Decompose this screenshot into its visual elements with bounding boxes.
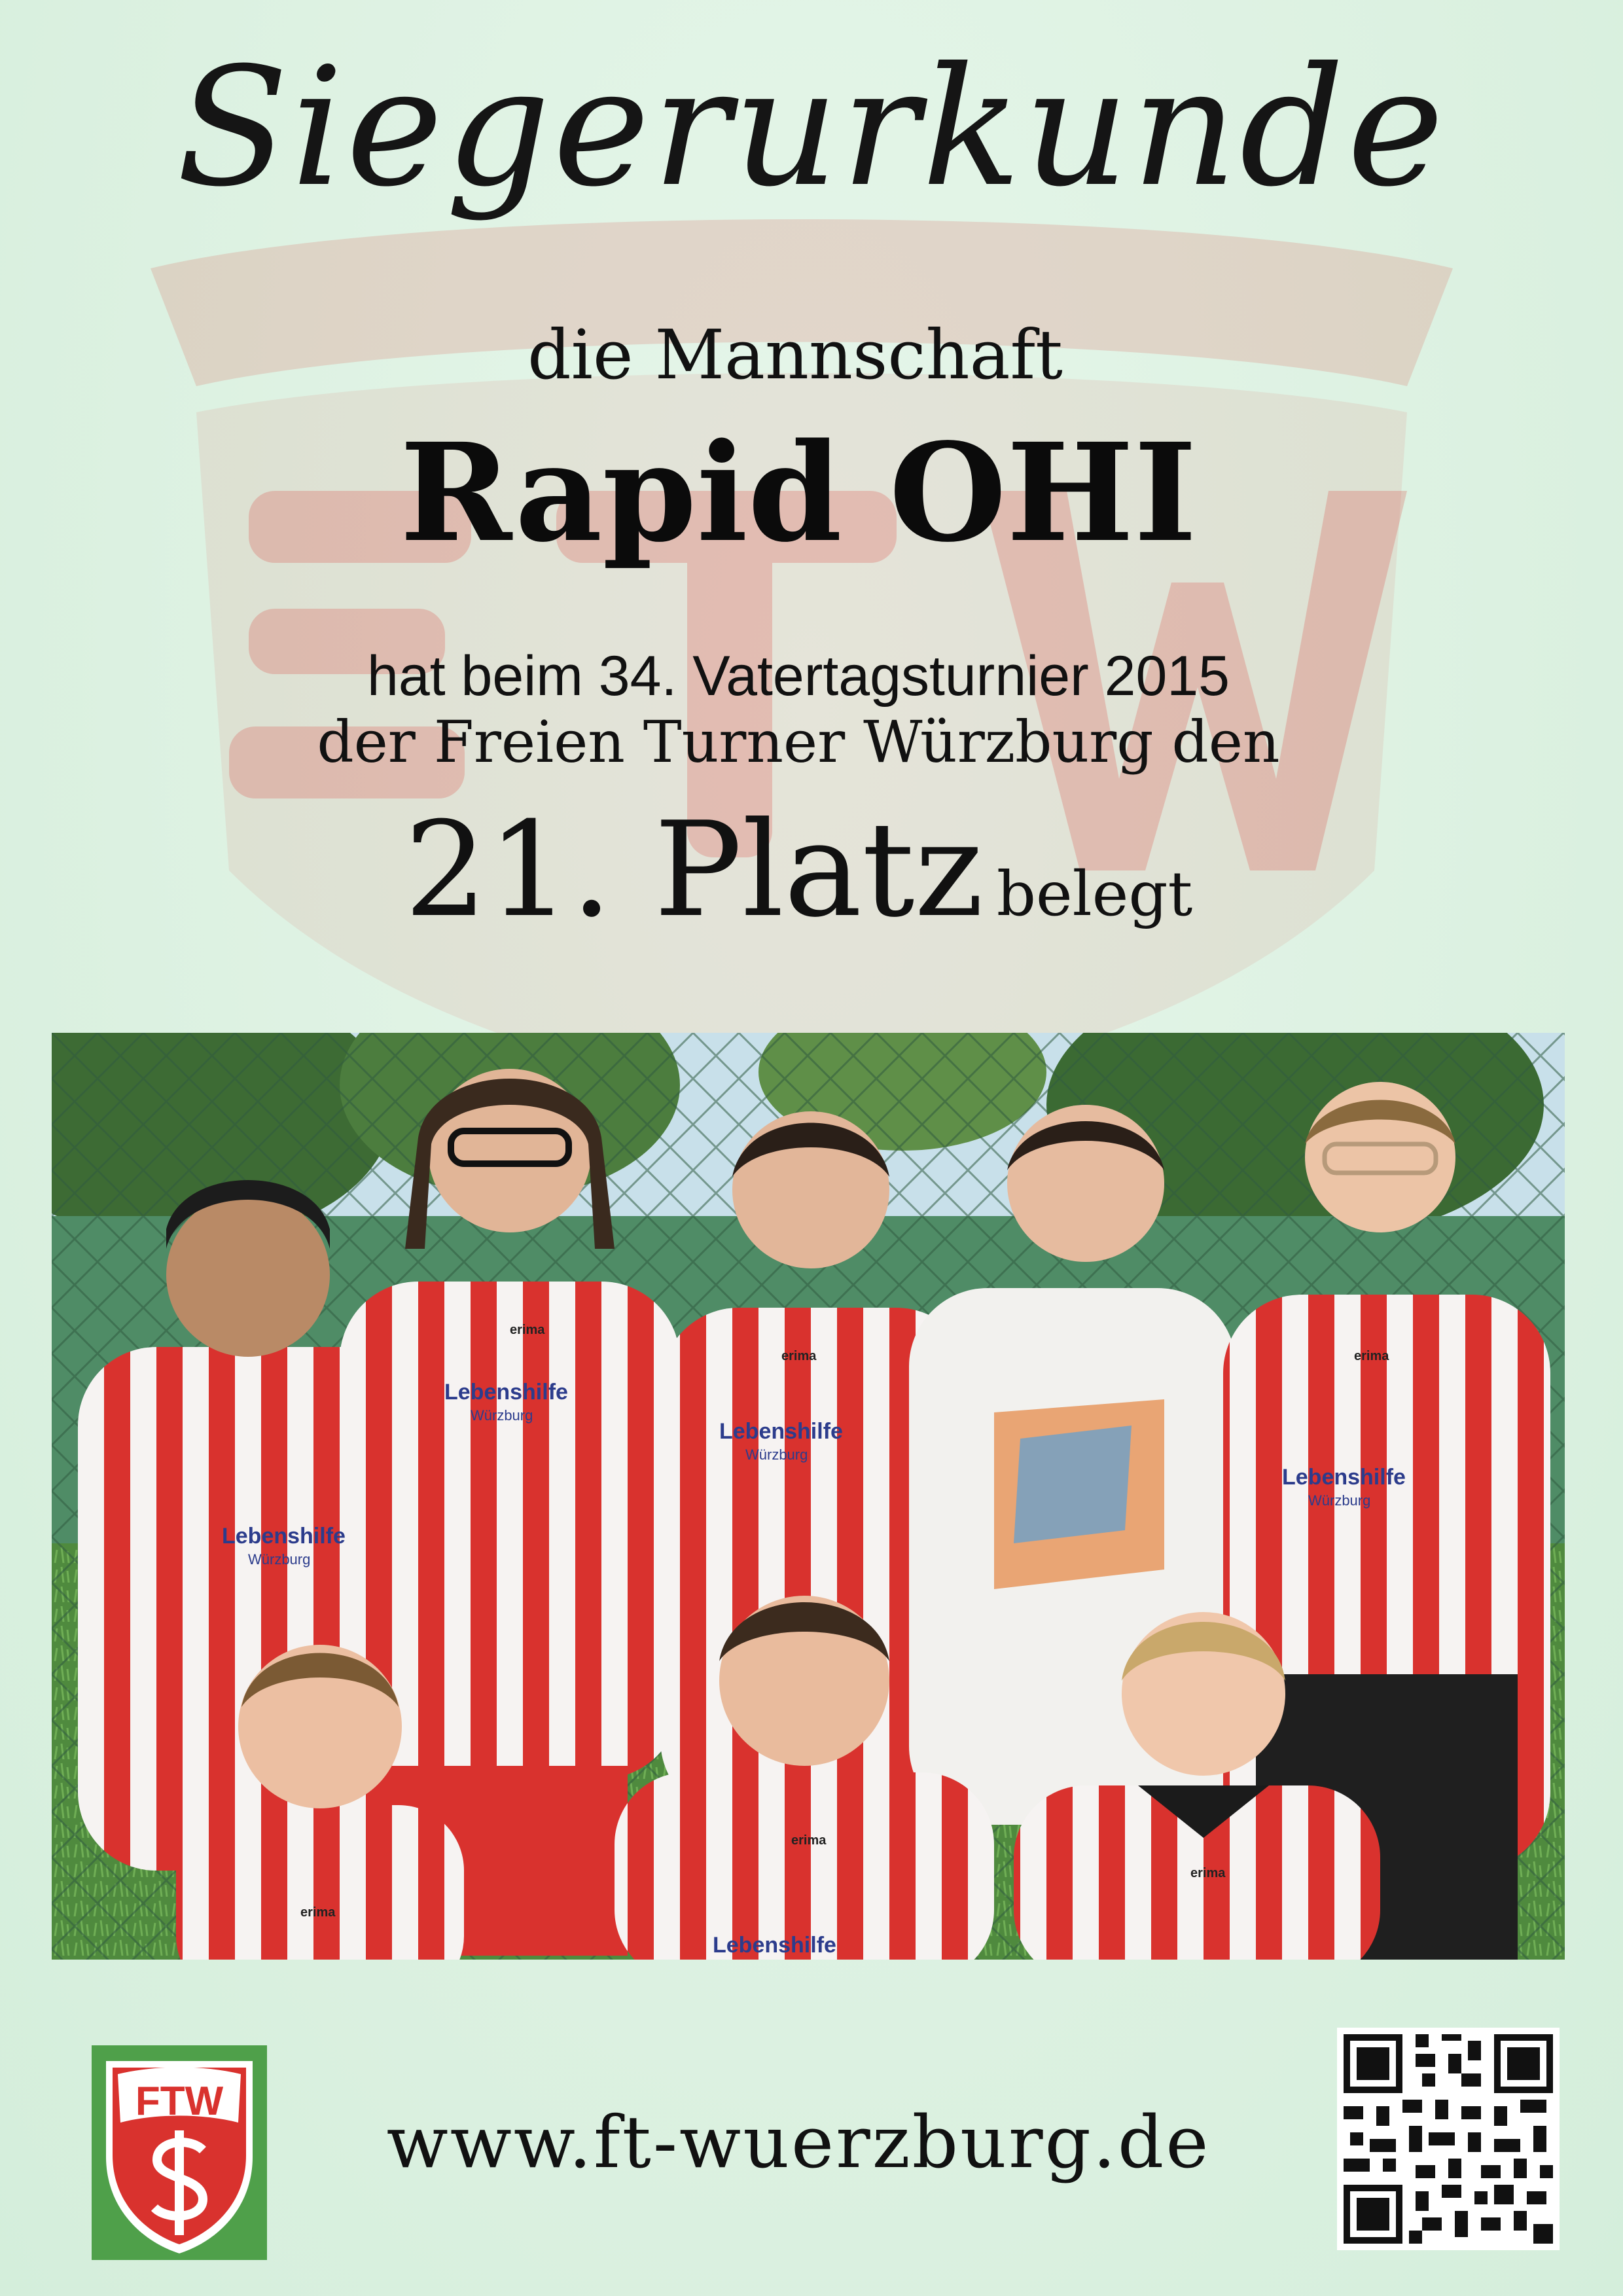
ftw-logo: [92, 2045, 267, 2260]
website-url: www.ft-wuerzburg.de: [386, 2100, 1211, 2184]
placement-suffix: belegt: [996, 859, 1193, 930]
team-name: Rapid OHI: [400, 414, 1197, 572]
team-photo-illustration: [52, 1033, 1565, 1960]
tournament-text: hat beim 34. Vatertagsturnier 2015: [367, 645, 1230, 708]
jersey-brand-2: erima: [781, 1349, 817, 1363]
placement: 21. Platz: [404, 794, 984, 946]
jersey-sponsor-2: Lebenshilfe: [444, 1380, 568, 1405]
jersey-sponsor-sub-3: Würzburg: [745, 1446, 808, 1463]
jersey-sponsor-sub-4: Würzburg: [1308, 1492, 1371, 1509]
jersey-sponsor-3: Lebenshilfe: [719, 1419, 843, 1444]
jersey-sponsor-1: Lebenshilfe: [222, 1524, 346, 1549]
qr-code: [1337, 2028, 1560, 2250]
logo-text: FTW: [135, 2079, 224, 2124]
certificate-title: Siegerurkunde: [176, 32, 1447, 223]
jersey-sponsor-sub-2: Würzburg: [471, 1407, 533, 1424]
jersey-brand-3: erima: [1354, 1349, 1389, 1363]
jersey-brand-4: erima: [300, 1905, 336, 1920]
jersey-brand-5: erima: [791, 1833, 827, 1848]
jersey-brand-1: erima: [510, 1323, 545, 1337]
jersey-brand-6: erima: [1190, 1866, 1226, 1880]
team-photo: [52, 1033, 1565, 1960]
placement-row: [0, 794, 1597, 946]
certificate-subtitle: die Mannschaft: [527, 315, 1063, 395]
jersey-sponsor-sub-1: Würzburg: [248, 1551, 311, 1568]
jersey-sponsor-5: Lebenshilfe: [713, 1933, 836, 1958]
jersey-sponsor-4: Lebenshilfe: [1282, 1465, 1406, 1490]
club-text: der Freien Turner Würzburg den: [317, 708, 1280, 776]
